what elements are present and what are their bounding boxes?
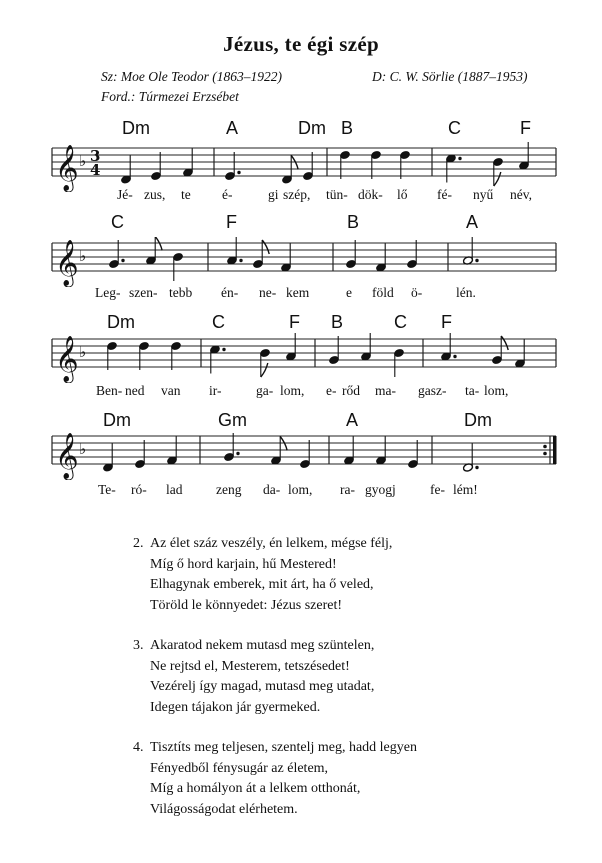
chord: A bbox=[226, 118, 239, 138]
treble-clef-icon: 𝄞 bbox=[55, 240, 79, 286]
chord: B bbox=[347, 212, 360, 232]
lyric-syllable: gi bbox=[268, 187, 279, 202]
lyric-syllable: ró- bbox=[131, 482, 147, 497]
flat-icon: ♭ bbox=[79, 343, 87, 361]
lyric-syllable: e bbox=[346, 285, 352, 300]
repeat-dot bbox=[543, 452, 547, 456]
lyric-syllable: ma- bbox=[375, 383, 396, 398]
lyric-syllable: lém! bbox=[453, 482, 478, 497]
treble-clef-icon: 𝄞 bbox=[55, 145, 79, 191]
lyric-syllable: Jé- bbox=[117, 187, 133, 202]
chord: Dm bbox=[107, 312, 135, 332]
lyric-syllable: Te- bbox=[98, 482, 116, 497]
flat-icon: ♭ bbox=[79, 440, 87, 458]
chord: F bbox=[226, 212, 237, 232]
lyric-syllable: te bbox=[181, 187, 191, 202]
verse-line: Vezérelj így magad, mutasd meg utadat, bbox=[150, 679, 375, 694]
verse-line: Idegen tájakon jár gyermeked. bbox=[150, 699, 321, 715]
chord: Dm bbox=[298, 118, 326, 138]
lyric-syllable: lén. bbox=[456, 285, 476, 300]
music-staff bbox=[0, 333, 602, 383]
verse-line: Az élet száz veszély, én lelkem, mégse félj, bbox=[150, 536, 393, 551]
lyric-syllable: ta- bbox=[465, 383, 480, 398]
lyric-syllable: Leg- bbox=[95, 285, 121, 300]
verse-line: Míg a homályon át a lelkem otthonát, bbox=[150, 781, 361, 796]
note-dot bbox=[239, 259, 242, 262]
chord: Dm bbox=[464, 410, 492, 430]
lyric-syllable: zus, bbox=[144, 187, 166, 202]
lyric-syllable: gasz- bbox=[418, 383, 447, 398]
verse-line: Míg ő hord karjain, hű Mestered! bbox=[150, 556, 337, 572]
verse-number: 2. bbox=[133, 536, 144, 551]
chord: B bbox=[341, 118, 354, 138]
treble-clef-icon: 𝄞 bbox=[55, 336, 79, 382]
note-dot bbox=[475, 259, 478, 262]
lyrics-credit: Sz: Moe Ole Teodor (1863–1922) bbox=[101, 69, 282, 84]
lyric-syllable: ne- bbox=[259, 285, 277, 300]
final-barline bbox=[553, 436, 557, 464]
lyric-syllable: fe- bbox=[430, 482, 445, 497]
note-dot bbox=[458, 157, 461, 160]
lyric-syllable: da- bbox=[263, 482, 281, 497]
lyric-syllable: é- bbox=[222, 187, 233, 202]
lyric-syllable: tün- bbox=[326, 187, 348, 202]
lyric-syllable: én- bbox=[221, 285, 239, 300]
lyric-syllable: ned bbox=[125, 383, 145, 398]
lyric-syllable: lad bbox=[166, 482, 183, 497]
lyric-syllable: Ben- bbox=[96, 383, 123, 398]
lyric-syllable: ga- bbox=[256, 383, 274, 398]
note-dot bbox=[453, 355, 456, 358]
lyric-syllable: rőd bbox=[342, 383, 360, 398]
note-flag bbox=[261, 363, 268, 377]
note-dot bbox=[236, 452, 239, 455]
treble-clef-icon: 𝄞 bbox=[55, 433, 79, 479]
verse-line: Fényedből fénysugár az életem, bbox=[150, 760, 329, 776]
lyric-syllable: ir- bbox=[209, 383, 222, 398]
verse-number: 3. bbox=[133, 638, 144, 653]
lyric-syllable: tebb bbox=[169, 285, 193, 300]
note-dot bbox=[475, 466, 478, 469]
repeat-dot bbox=[543, 445, 547, 449]
verse-number: 4. bbox=[133, 740, 144, 755]
lyric-syllable: e- bbox=[326, 383, 337, 398]
lyric-syllable: gyogj bbox=[365, 482, 396, 497]
chord: C bbox=[111, 212, 124, 232]
verse-3 bbox=[133, 636, 374, 718]
chord: C bbox=[448, 118, 461, 138]
flat-icon: ♭ bbox=[79, 152, 87, 170]
translation-credit: Ford.: Túrmezei Erzsébet bbox=[101, 89, 239, 104]
note-flag bbox=[155, 237, 162, 251]
lyric-syllable: szen- bbox=[129, 285, 158, 300]
chord: Dm bbox=[122, 118, 150, 138]
chord: F bbox=[520, 118, 531, 138]
verse-4 bbox=[133, 738, 417, 820]
music-staff bbox=[0, 142, 602, 192]
note-dot bbox=[121, 259, 124, 262]
verse-2 bbox=[133, 534, 392, 616]
verse-line: Tisztíts meg teljesen, szentelj meg, hadd legyen bbox=[150, 740, 417, 755]
note-flag bbox=[501, 336, 508, 350]
note-flag bbox=[494, 172, 501, 186]
verse-line: Elhagynak emberek, mit árt, ha ő veled, bbox=[150, 577, 374, 592]
note-dot bbox=[222, 348, 225, 351]
lyric-syllable: föld bbox=[372, 285, 394, 300]
chord: Gm bbox=[218, 410, 247, 430]
lyric-syllable: szép, bbox=[283, 187, 311, 202]
lyric-syllable: ö- bbox=[411, 285, 423, 300]
music-staff bbox=[0, 430, 602, 480]
lyric-syllable: dök- bbox=[358, 187, 383, 202]
chord: F bbox=[441, 312, 452, 332]
flat-icon: ♭ bbox=[79, 247, 87, 265]
verse-line: Töröld le könnyedet: Jézus szeret! bbox=[150, 597, 343, 613]
verse-line: Világosságodat elérhetem. bbox=[150, 801, 298, 817]
lyric-syllable: zeng bbox=[216, 482, 242, 497]
chord: C bbox=[212, 312, 225, 332]
music-credit: D: C. W. Sörlie (1887–1953) bbox=[372, 69, 528, 84]
lyric-syllable: név, bbox=[510, 187, 532, 202]
chord: C bbox=[394, 312, 407, 332]
chord: Dm bbox=[103, 410, 131, 430]
note-flag bbox=[262, 240, 269, 254]
song-title: Jézus, te égi szép bbox=[223, 32, 379, 56]
verse-line: Akaratod nekem mutasd meg szüntelen, bbox=[150, 638, 375, 653]
lyric-syllable: lom, bbox=[288, 482, 313, 497]
lyric-syllable: ra- bbox=[340, 482, 355, 497]
music-staff bbox=[0, 237, 602, 287]
chord: A bbox=[346, 410, 359, 430]
lyric-syllable: van bbox=[161, 383, 181, 398]
lyric-syllable: fé- bbox=[437, 187, 452, 202]
chord: F bbox=[289, 312, 300, 332]
lyric-syllable: kem bbox=[286, 285, 310, 300]
lyric-syllable: lő bbox=[397, 187, 408, 202]
time-signature-top: 3 bbox=[90, 147, 101, 165]
verse-line: Ne rejtsd el, Mesterem, tetszésedet! bbox=[150, 658, 350, 674]
lyric-syllable: lom, bbox=[484, 383, 509, 398]
chord: B bbox=[331, 312, 344, 332]
lyric-syllable: lom, bbox=[280, 383, 305, 398]
chord: A bbox=[466, 212, 479, 232]
lyric-syllable: nyű bbox=[473, 187, 494, 202]
time-signature-bottom: 4 bbox=[90, 161, 101, 179]
note-dot bbox=[237, 171, 240, 174]
